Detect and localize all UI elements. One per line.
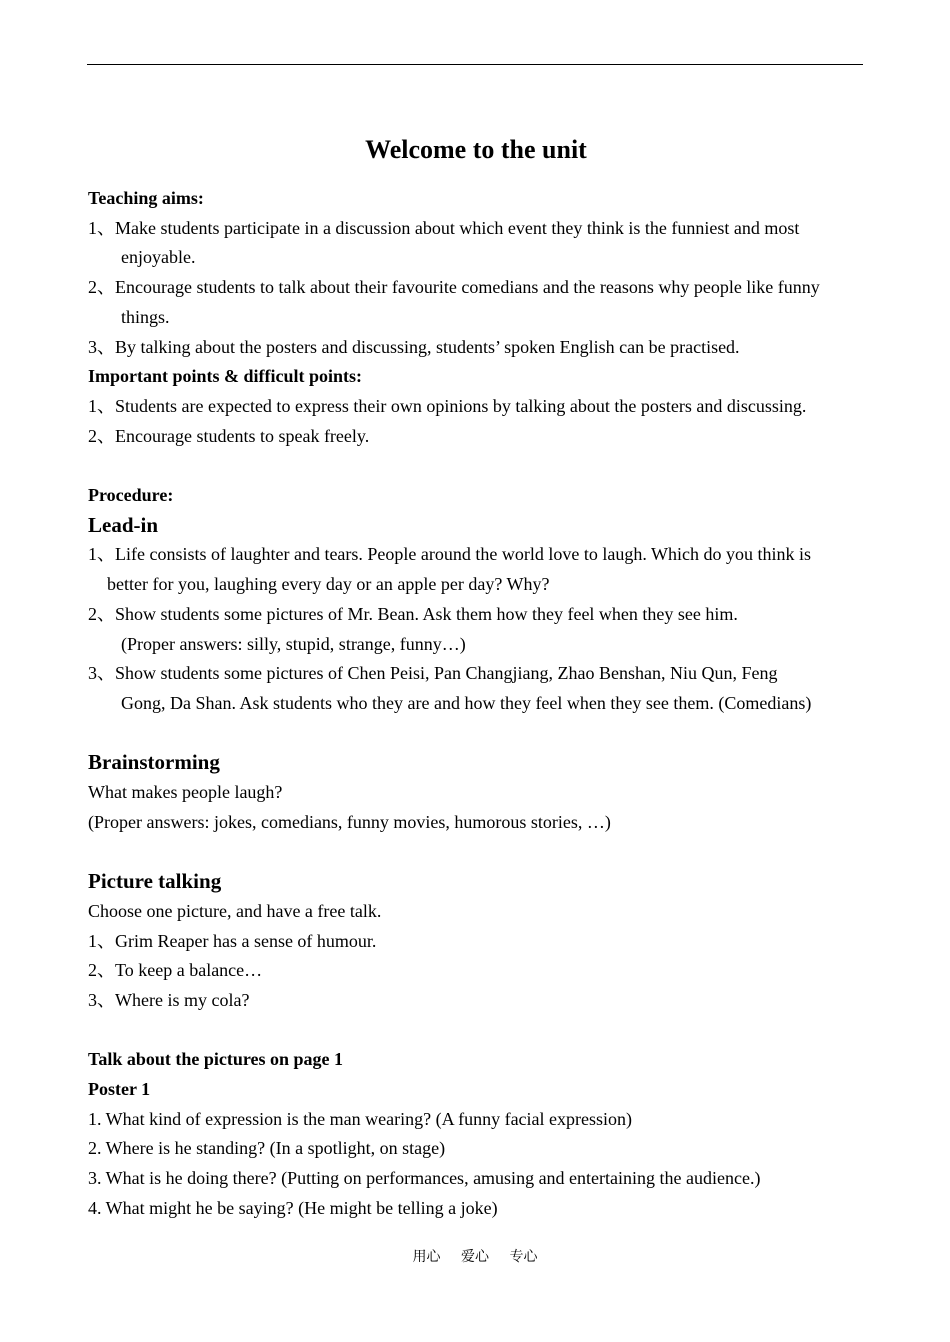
header-rule: [87, 64, 863, 65]
lead-in-item-2: 2、Show students some pictures of Mr. Bean. Ask them how they feel when they see him.: [88, 603, 738, 624]
page-title: Welcome to the unit: [365, 135, 587, 164]
poster-question-1: 1. What kind of expression is the man wearing? (A funny facial expression): [88, 1108, 633, 1129]
lead-in-item-2-cont: (Proper answers: silly, stupid, strange, funny…): [121, 633, 466, 654]
teaching-aim-2-cont: things.: [121, 306, 170, 327]
important-point-1: 1、Students are expected to express their own opinions by talking about the posters and discussing.: [88, 395, 807, 416]
poster-question-3: 3. What is he doing there? (Putting on performances, amusing and entertaining the audience.): [88, 1168, 761, 1189]
teaching-aim-2: 2、Encourage students to talk about their favourite comedians and the reasons why people like funny: [88, 277, 820, 298]
poster-heading: Poster 1: [88, 1079, 151, 1100]
picture-talking-item-3: 3、Where is my cola?: [88, 989, 250, 1010]
teaching-aim-1: 1、Make students participate in a discussion about which event they think is the funniest and most: [88, 217, 800, 238]
picture-talking-item-1: 1、Grim Reaper has a sense of humour.: [88, 930, 377, 951]
brainstorming-question: What makes people laugh?: [88, 782, 283, 803]
footer-word-3: 专心: [509, 1249, 538, 1265]
important-points-heading: Important points & difficult points:: [88, 366, 363, 387]
teaching-aims-heading: Teaching aims:: [88, 188, 204, 208]
footer-word-1: 用心: [412, 1249, 441, 1265]
picture-talking-item-2: 2、To keep a balance…: [88, 960, 263, 981]
footer-word-2: 爱心: [461, 1249, 489, 1265]
document-body: [88, 130, 864, 1224]
teaching-aim-3: 3、By talking about the posters and discussing, students’ spoken English can be practised.: [88, 336, 740, 357]
lead-in-item-1-cont: better for you, laughing every day or an apple per day? Why?: [107, 574, 550, 595]
lead-in-item-3-cont: Gong, Da Shan. Ask students who they are and how they feel when they see them. (Comedians): [121, 692, 812, 713]
brainstorming-answer: (Proper answers: jokes, comedians, funny movies, humorous stories, …): [88, 811, 611, 832]
poster-question-4: 4. What might he be saying? (He might be telling a joke): [88, 1197, 498, 1218]
lead-in-item-1: 1、Life consists of laughter and tears. People around the world love to laugh. Which do you think is: [88, 544, 812, 565]
important-point-2: 2、Encourage students to speak freely.: [88, 425, 370, 446]
lead-in-heading: Lead-in: [88, 512, 159, 537]
picture-talking-heading: Picture talking: [88, 869, 222, 894]
talk-pictures-heading: Talk about the pictures on page 1: [88, 1049, 344, 1070]
brainstorming-heading: Brainstorming: [88, 750, 220, 775]
page-footer: [0, 1246, 950, 1266]
poster-question-2: 2. Where is he standing? (In a spotlight, on stage): [88, 1138, 446, 1159]
lead-in-item-3: 3、Show students some pictures of Chen Peisi, Pan Changjiang, Zhao Benshan, Niu Qun, Feng: [88, 663, 778, 684]
picture-talking-intro: Choose one picture, and have a free talk.: [88, 900, 382, 921]
teaching-aim-1-cont: enjoyable.: [121, 247, 196, 268]
procedure-heading: Procedure:: [88, 485, 174, 506]
